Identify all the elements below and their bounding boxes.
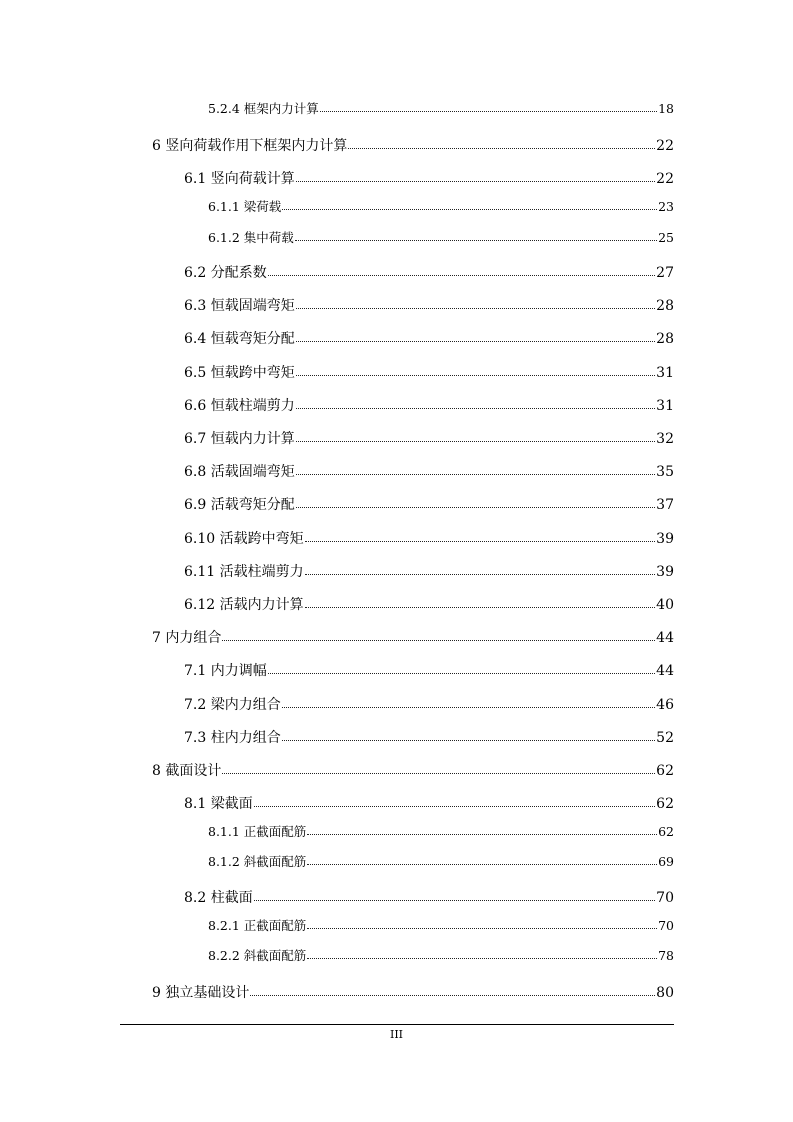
toc-entry-page: 22 (656, 138, 674, 154)
toc-entry[interactable] (0, 660, 793, 680)
dot-leader (320, 111, 657, 112)
toc-entry-page: 18 (658, 101, 674, 116)
toc-entry-page: 39 (656, 564, 674, 580)
toc-entry[interactable] (0, 461, 793, 481)
toc-entry-label: 7 内力组合 (152, 630, 222, 646)
toc-entry[interactable] (0, 135, 793, 155)
toc-entry[interactable] (0, 228, 793, 246)
toc-entry-label: 7.2 梁内力组合 (184, 697, 281, 713)
dot-leader (305, 574, 656, 575)
toc-entry-label: 6.9 活载弯矩分配 (184, 497, 295, 513)
toc-entry-label: 6.1.2 集中荷载 (208, 230, 294, 245)
dot-leader (296, 181, 655, 182)
toc-entry-page: 31 (656, 365, 674, 381)
toc-entry[interactable] (0, 822, 793, 840)
toc-entry-label: 6.10 活载跨中弯矩 (184, 531, 304, 547)
toc-entry[interactable] (0, 982, 793, 1002)
toc-entry-label: 7.3 柱内力组合 (184, 730, 281, 746)
toc-entry-label: 8 截面设计 (152, 763, 222, 779)
toc-entry[interactable] (0, 594, 793, 614)
dot-leader (305, 607, 656, 608)
toc-entry-label: 6.7 恒载内力计算 (184, 431, 295, 447)
toc-entry-page: 27 (656, 265, 674, 281)
toc-entry[interactable] (0, 694, 793, 714)
toc-entry-page: 28 (656, 331, 674, 347)
toc-entry-label: 8.1.2 斜截面配筋 (208, 854, 307, 869)
toc-entry-page: 25 (658, 230, 674, 245)
page-number: III (389, 1028, 404, 1041)
dot-leader (296, 375, 655, 376)
dot-leader (254, 806, 655, 807)
dot-leader (296, 474, 655, 475)
toc-entry[interactable] (0, 494, 793, 514)
dot-leader (282, 740, 655, 741)
dot-leader (250, 995, 655, 996)
dot-leader (305, 541, 656, 542)
toc-entry-label: 9 独立基础设计 (152, 985, 250, 1001)
toc-entry[interactable] (0, 99, 793, 117)
toc-entry[interactable] (0, 793, 793, 813)
toc-entry-page: 35 (656, 464, 674, 480)
toc-entry-page: 46 (656, 697, 674, 713)
dot-leader (296, 408, 655, 409)
dot-leader (296, 341, 655, 342)
toc-entry-label: 6.11 活载柱端剪力 (184, 564, 304, 580)
toc-entry[interactable] (0, 197, 793, 215)
toc-entry-label: 7.1 内力调幅 (184, 663, 267, 679)
toc-entry[interactable] (0, 262, 793, 282)
toc-entry[interactable] (0, 627, 793, 647)
toc-entry-label: 6.4 恒载弯矩分配 (184, 331, 295, 347)
dot-leader (296, 507, 655, 508)
toc-entry[interactable] (0, 916, 793, 934)
toc-entry[interactable] (0, 561, 793, 581)
toc-entry[interactable] (0, 946, 793, 964)
toc-entry[interactable] (0, 295, 793, 315)
footer-divider (120, 1024, 674, 1025)
dot-leader (254, 900, 655, 901)
toc-entry-label: 6.1.1 梁荷载 (208, 199, 282, 214)
toc-entry-page: 31 (656, 398, 674, 414)
toc-entry-page: 62 (656, 796, 674, 812)
toc-entry-label: 6.2 分配系数 (184, 265, 267, 281)
toc-entry-page: 37 (656, 497, 674, 513)
toc-entry-page: 70 (658, 918, 674, 933)
toc-entry-label: 6.5 恒载跨中弯矩 (184, 365, 295, 381)
dot-leader (282, 209, 657, 210)
toc-entry-page: 44 (656, 663, 674, 679)
toc-entry[interactable] (0, 428, 793, 448)
toc-entry-label: 8.1 梁截面 (184, 796, 253, 812)
dot-leader (296, 441, 655, 442)
toc-entry[interactable] (0, 328, 793, 348)
dot-leader (296, 308, 655, 309)
toc-entry[interactable] (0, 852, 793, 870)
toc-entry-page: 28 (656, 298, 674, 314)
dot-leader (268, 275, 655, 276)
toc-entry-label: 8.1.1 正截面配筋 (208, 824, 307, 839)
toc-entry-label: 8.2.2 斜截面配筋 (208, 948, 307, 963)
toc-entry-label: 6 竖向荷载作用下框架内力计算 (152, 138, 348, 154)
toc-entry[interactable] (0, 887, 793, 907)
toc-entry-page: 39 (656, 531, 674, 547)
toc-entry[interactable] (0, 362, 793, 382)
toc-entry-page: 52 (656, 730, 674, 746)
toc-entry-label: 6.1 竖向荷载计算 (184, 171, 295, 187)
dot-leader (222, 773, 655, 774)
dot-leader (307, 864, 657, 865)
toc-entry-page: 40 (656, 597, 674, 613)
toc-entry-page: 78 (658, 948, 674, 963)
toc-entry-page: 80 (656, 985, 674, 1001)
toc-entry-label: 6.8 活载固端弯矩 (184, 464, 295, 480)
toc-entry-label: 8.2.1 正截面配筋 (208, 918, 307, 933)
dot-leader (282, 707, 655, 708)
toc-entry-page: 23 (658, 199, 674, 214)
toc-entry-page: 70 (656, 890, 674, 906)
toc-entry-page: 62 (656, 763, 674, 779)
dot-leader (222, 640, 655, 641)
toc-entry-label: 6.3 恒载固端弯矩 (184, 298, 295, 314)
toc-entry[interactable] (0, 760, 793, 780)
toc-entry-label: 8.2 柱截面 (184, 890, 253, 906)
toc-entry-page: 44 (656, 630, 674, 646)
dot-leader (307, 958, 657, 959)
toc-entry-page: 32 (656, 431, 674, 447)
dot-leader (268, 673, 655, 674)
toc-entry-page: 62 (658, 824, 674, 839)
dot-leader (348, 148, 655, 149)
dot-leader (307, 928, 657, 929)
toc-entry-label: 6.12 活载内力计算 (184, 597, 304, 613)
toc-entry[interactable] (0, 528, 793, 548)
dot-leader (307, 834, 657, 835)
toc-entry-label: 5.2.4 框架内力计算 (208, 101, 319, 116)
toc-entry[interactable] (0, 395, 793, 415)
toc-entry[interactable] (0, 168, 793, 188)
toc-entry[interactable] (0, 727, 793, 747)
toc-entry-page: 69 (658, 854, 674, 869)
toc-entry-label: 6.6 恒载柱端剪力 (184, 398, 295, 414)
dot-leader (295, 240, 657, 241)
toc-entry-page: 22 (656, 171, 674, 187)
